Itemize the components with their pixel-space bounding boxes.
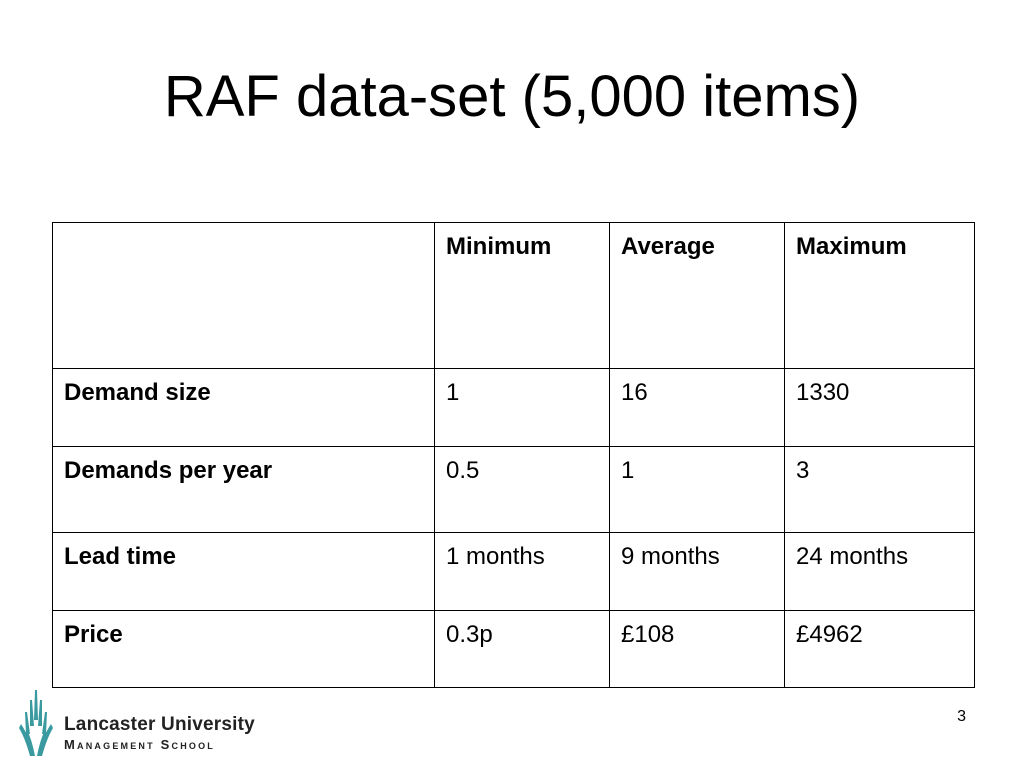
- header-cell-minimum: Minimum: [435, 223, 610, 369]
- table-row: [53, 533, 975, 611]
- header-cell-empty: [53, 223, 435, 369]
- table-cell: 1: [610, 447, 785, 533]
- logo-text-university: Lancaster University: [64, 714, 255, 735]
- header-cell-average: Average: [610, 223, 785, 369]
- table-cell: 24 months: [785, 533, 975, 611]
- data-table: [52, 222, 975, 688]
- table-cell: 16: [610, 369, 785, 447]
- lancaster-emblem-icon: [18, 690, 54, 756]
- table-cell: 1: [435, 369, 610, 447]
- table-cell: £108: [610, 611, 785, 688]
- table-cell: 9 months: [610, 533, 785, 611]
- table-cell: 0.3p: [435, 611, 610, 688]
- row-label: Price: [53, 611, 435, 688]
- row-label: Lead time: [53, 533, 435, 611]
- table-cell: £4962: [785, 611, 975, 688]
- page-number: 3: [957, 708, 966, 725]
- logo-text-school: Management School: [64, 737, 216, 752]
- table-cell: 1 months: [435, 533, 610, 611]
- table-row: [53, 447, 975, 533]
- table-header-row: [53, 223, 975, 369]
- table-cell: 1330: [785, 369, 975, 447]
- university-logo: [18, 690, 318, 756]
- header-cell-maximum: Maximum: [785, 223, 975, 369]
- table-cell: 3: [785, 447, 975, 533]
- table-row: [53, 369, 975, 447]
- table-cell: 0.5: [435, 447, 610, 533]
- table-row: [53, 611, 975, 688]
- row-label: Demands per year: [53, 447, 435, 533]
- row-label: Demand size: [53, 369, 435, 447]
- slide-title: RAF data-set (5,000 items): [163, 64, 861, 129]
